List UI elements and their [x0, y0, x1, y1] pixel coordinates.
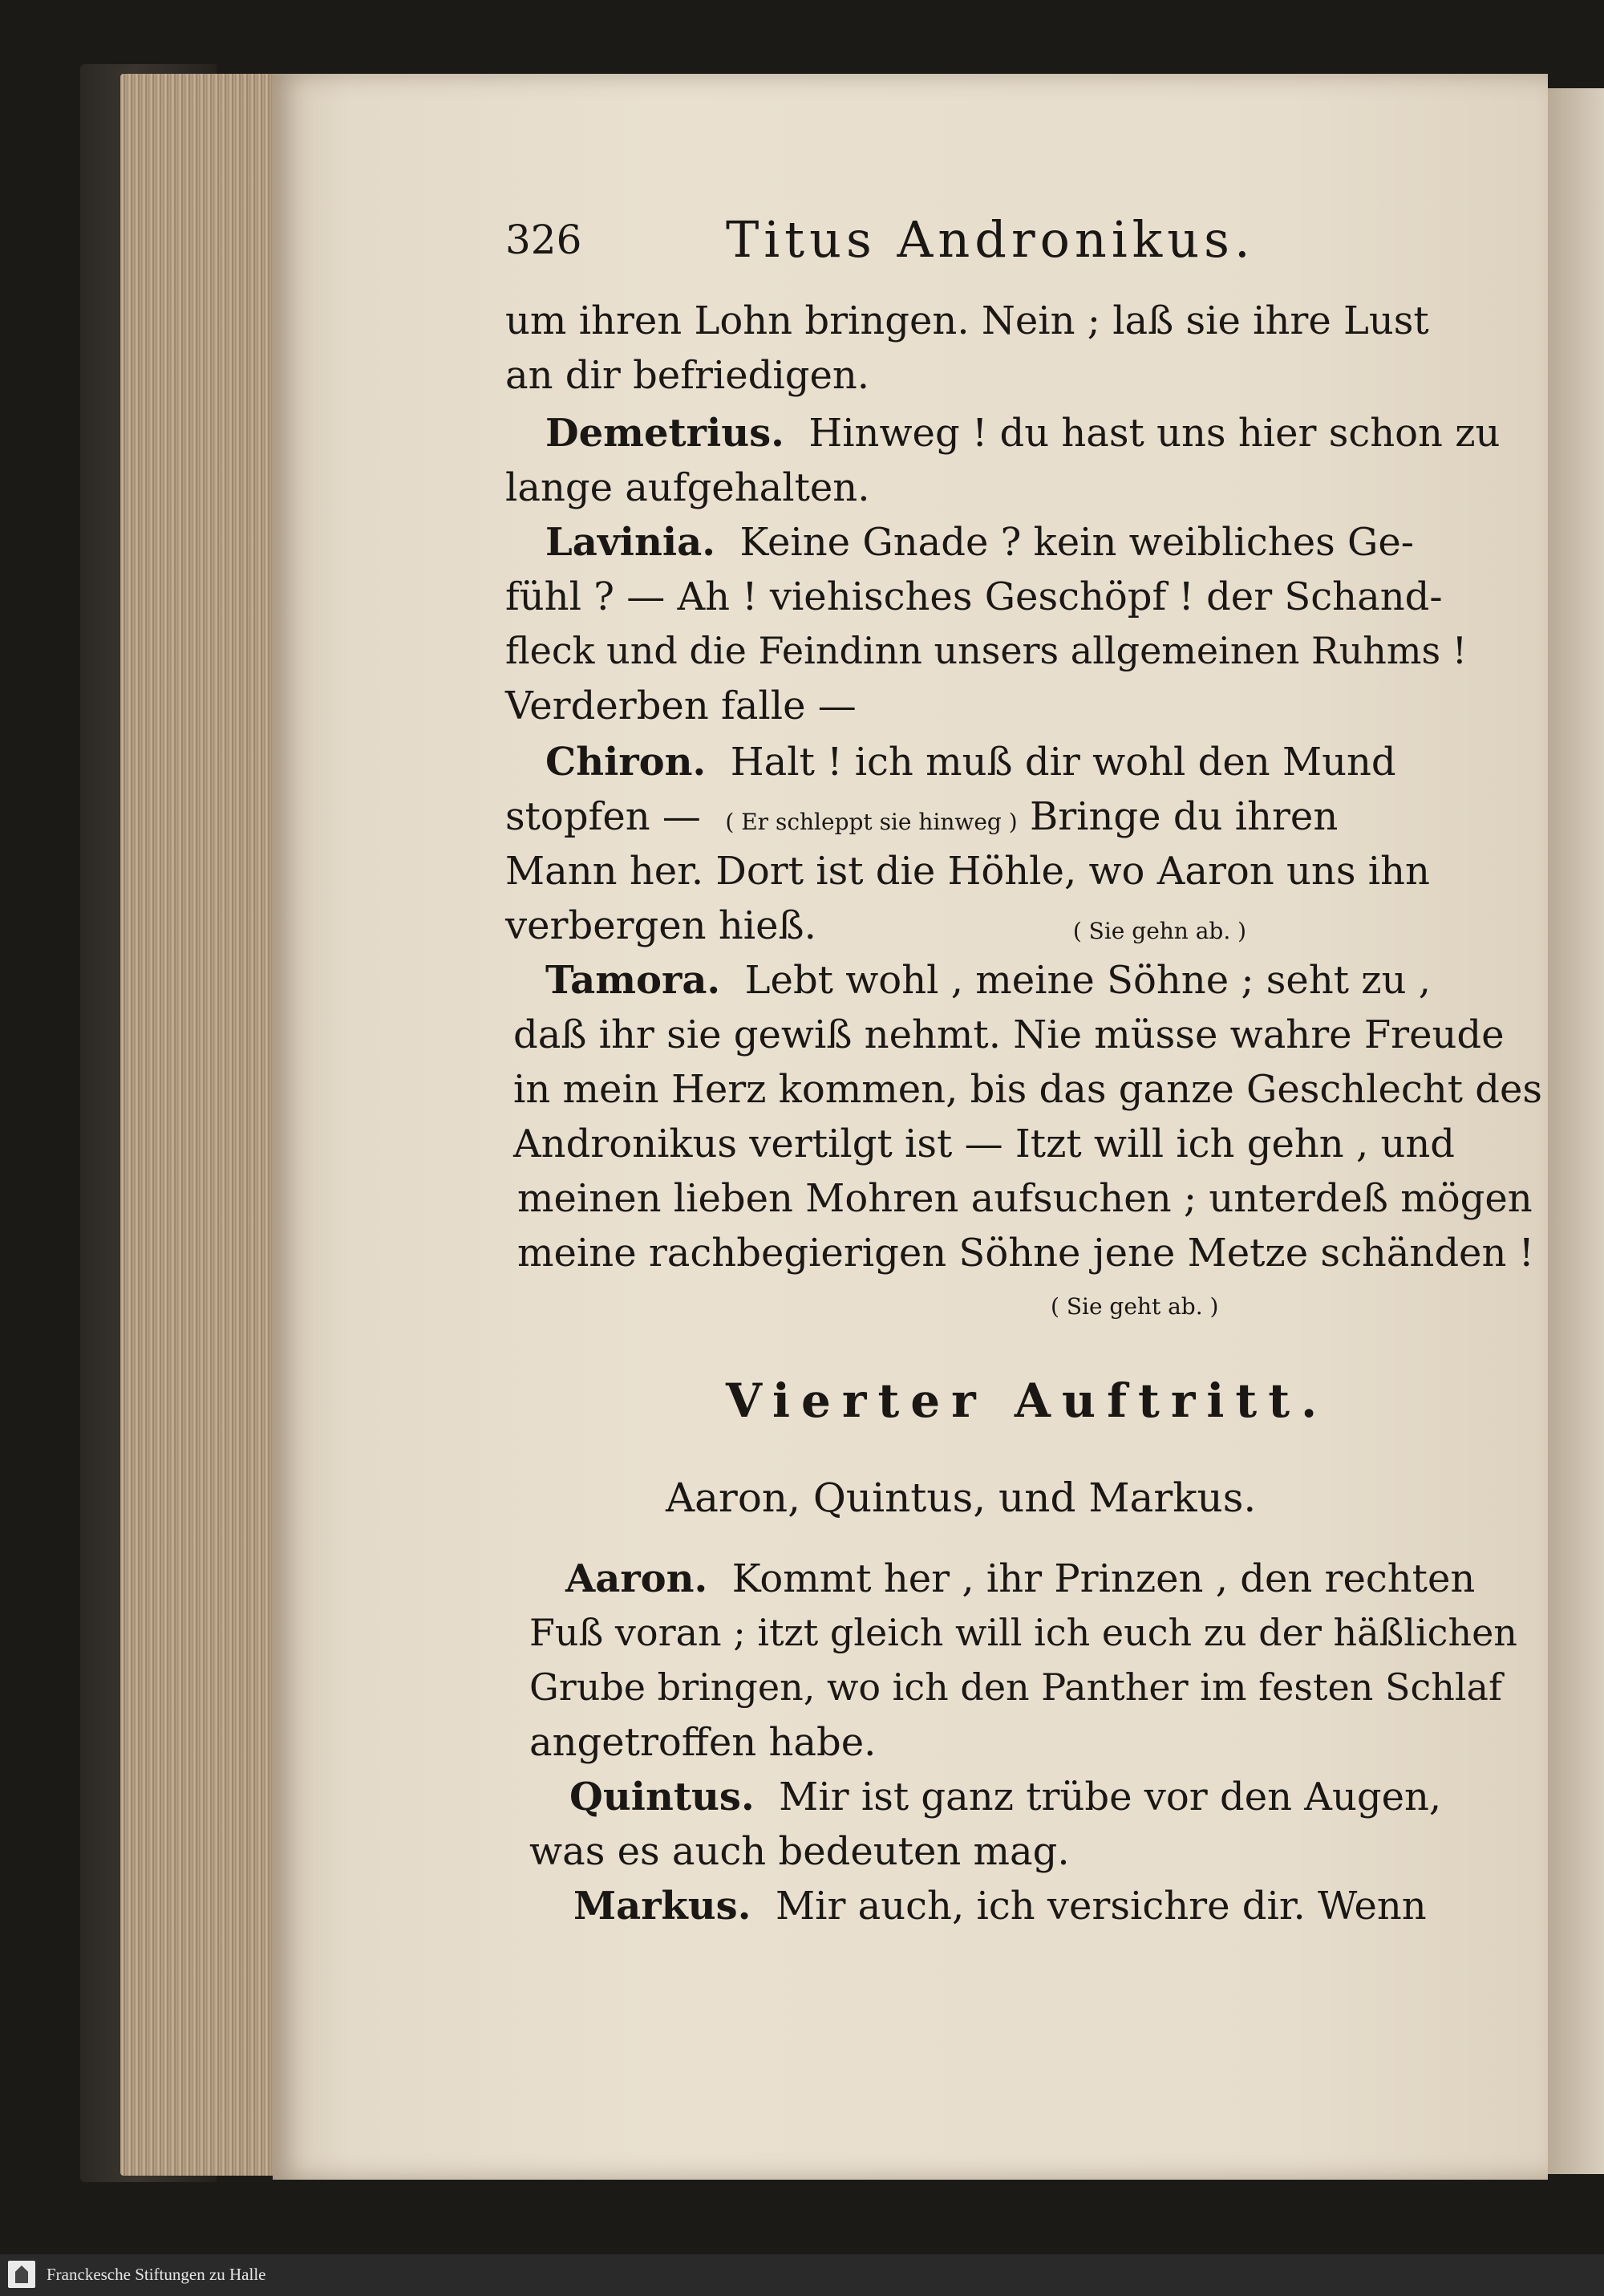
text-line: in mein Herz kommen, bis das ganze Geschlecht des: [513, 1067, 1543, 1112]
stage-direction: ( Er schleppt sie hinweg ): [725, 809, 1018, 835]
institution-name: Franckesche Stiftungen zu Halle: [47, 2265, 266, 2284]
speaker-name: Quintus.: [569, 1775, 755, 1819]
speech-line: Chiron. Halt ! ich muß dir wohl den Mund: [545, 740, 1396, 785]
text-line: meine rachbegierigen Söhne jene Metze schänden !: [517, 1231, 1534, 1276]
speaker-name: Demetrius.: [545, 411, 784, 456]
text-line: stopfen — ( Er schleppt sie hinweg ) Bringe du ihren: [505, 794, 1339, 839]
stage-direction: ( Sie geht ab. ): [1051, 1293, 1219, 1320]
text-line: Andronikus vertilgt ist — Itzt will ich gehn , und: [513, 1122, 1456, 1166]
text-line: Verderben falle —: [505, 684, 857, 728]
text-line: Grube bringen, wo ich den Panther im festen Schlaf: [529, 1665, 1503, 1709]
speaker-name: Markus.: [573, 1884, 751, 1929]
facing-page-edge: [1548, 88, 1604, 2174]
speech-line: Lavinia. Keine Gnade ? kein weibliches Ge-: [545, 520, 1414, 565]
scene-persons: Aaron, Quintus, und Markus.: [666, 1475, 1257, 1521]
text-line: an dir befriedigen.: [505, 353, 870, 398]
speech-line: Demetrius. Hinweg ! du hast uns hier schon zu: [545, 411, 1501, 456]
speaker-name: Lavinia.: [545, 520, 715, 565]
text-line: fühl ? — Ah ! viehisches Geschöpf ! der Schand-: [505, 574, 1443, 619]
speech-line: Tamora. Lebt wohl , meine Söhne ; seht zu ,: [545, 958, 1432, 1003]
stage-direction: ( Sie gehn ab. ): [1072, 918, 1247, 944]
text-line: lange aufgehalten.: [505, 465, 870, 510]
text-line: um ihren Lohn bringen. Nein ; laß sie ihre Lust: [505, 298, 1429, 343]
text-line: Fuß voran ; itzt gleich will ich euch zu der häßlichen: [529, 1611, 1517, 1654]
text-line: Mann her. Dort ist die Höhle, wo Aaron uns ihn: [505, 849, 1430, 894]
speaker-name: Tamora.: [545, 958, 721, 1003]
text-line: angetroffen habe.: [529, 1720, 877, 1765]
scene-heading: Vierter Auftritt.: [726, 1373, 1329, 1428]
text-line: verbergen hieß. ( Sie gehn ab. ): [505, 903, 1247, 948]
speaker-name: Chiron.: [545, 740, 707, 785]
footer-bar: [0, 2254, 1604, 2296]
text-line: daß ihr sie gewiß nehmt. Nie müsse wahre Freude: [513, 1012, 1505, 1057]
text-line: fleck und die Feindinn unsers allgemeinen Ruhms !: [505, 629, 1468, 672]
text-line: was es auch bedeuten mag.: [529, 1829, 1070, 1874]
institution-logo-icon: [8, 2261, 35, 2288]
speech-line: Quintus. Mir ist ganz trübe vor den Augen,: [569, 1775, 1442, 1819]
running-title: Titus Andronikus.: [726, 210, 1255, 269]
text-line: meinen lieben Mohren aufsuchen ; unterdeß mögen: [517, 1176, 1533, 1221]
speech-line: Aaron. Kommt her , ihr Prinzen , den rechten: [565, 1556, 1476, 1601]
speech-line: Markus. Mir auch, ich versichre dir. Wenn: [573, 1884, 1427, 1929]
speaker-name: Aaron.: [565, 1556, 708, 1601]
page-number: 326: [505, 217, 582, 263]
